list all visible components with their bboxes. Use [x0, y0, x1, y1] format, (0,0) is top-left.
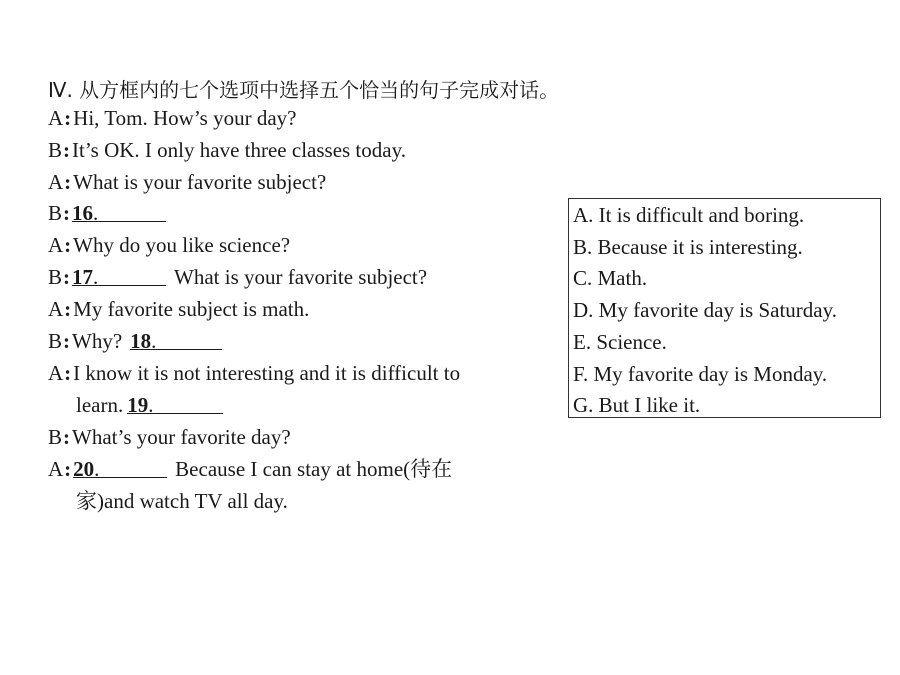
speaker-label: B [48, 138, 63, 162]
dialogue-line-1 [48, 104, 296, 132]
speaker-label: B [48, 329, 63, 353]
blank-number: 16 [72, 201, 94, 225]
line-text: Why do you like science? [73, 233, 291, 257]
speaker-colon: : [64, 361, 72, 385]
option-f: F. My favorite day is Monday. [573, 361, 828, 386]
speaker-label: A [48, 297, 64, 321]
blank-number: 17 [72, 265, 94, 289]
blank-number: 20 [73, 457, 95, 481]
blank-number: 18 [130, 329, 152, 353]
option-e: E. Science. [573, 329, 667, 354]
option-d: D. My favorite day is Saturday. [573, 298, 837, 323]
speaker-colon: : [64, 170, 72, 194]
line-text: 家)and watch TV all day. [76, 489, 288, 513]
speaker-label: A [48, 233, 64, 257]
speaker-colon: : [63, 265, 71, 289]
answer-blank-17[interactable] [72, 263, 166, 289]
speaker-label: B [48, 201, 63, 225]
line-text-after: What is your favorite subject? [174, 265, 428, 289]
speaker-label: A [48, 170, 64, 194]
option-b: B. Because it is interesting. [573, 234, 803, 259]
blank-suffix: . [148, 393, 154, 417]
line-text: What’s your favorite day? [72, 425, 291, 449]
exercise-heading: Ⅳ. 从方框内的七个选项中选择五个恰当的句子完成对话。 [48, 78, 560, 102]
dialogue-line-13 [76, 487, 288, 515]
speaker-label: A [48, 457, 64, 481]
speaker-label: B [48, 425, 63, 449]
line-text-before: Why? [72, 329, 123, 353]
line-text: Hi, Tom. How’s your day? [73, 106, 297, 130]
options-box [568, 198, 881, 418]
speaker-colon: : [63, 329, 71, 353]
speaker-colon: : [64, 457, 72, 481]
line-text: learn. [76, 393, 124, 417]
blank-suffix: . [93, 265, 99, 289]
speaker-label: B [48, 265, 63, 289]
blank-suffix: . [94, 457, 100, 481]
answer-blank-16[interactable] [72, 199, 166, 225]
dialogue-line-7 [48, 295, 309, 323]
speaker-colon: : [63, 138, 71, 162]
line-text: I know it is not interesting and it is difficult to [73, 361, 461, 385]
speaker-label: A [48, 361, 64, 385]
speaker-colon: : [63, 201, 71, 225]
speaker-colon: : [64, 233, 72, 257]
speaker-label: A [48, 106, 64, 130]
speaker-colon: : [64, 106, 72, 130]
dialogue-line-2 [48, 136, 406, 164]
option-g: G. But I like it. [573, 393, 701, 418]
dialogue-line-9 [48, 359, 460, 387]
answer-blank-18[interactable] [130, 327, 222, 353]
speaker-colon: : [64, 297, 72, 321]
answer-blank-20[interactable] [73, 455, 167, 481]
dialogue-line-3 [48, 168, 326, 196]
line-text: It’s OK. I only have three classes today. [72, 138, 406, 162]
blank-number: 19 [127, 393, 149, 417]
blank-suffix: . [151, 329, 157, 353]
dialogue-line-10 [76, 391, 223, 419]
line-text: My favorite subject is math. [73, 297, 310, 321]
dialogue-line-6 [48, 263, 427, 291]
line-text: What is your favorite subject? [73, 170, 327, 194]
line-text-after: Because I can stay at home(待在 [175, 457, 453, 481]
dialogue-line-11 [48, 423, 291, 451]
dialogue-line-4 [48, 199, 166, 227]
dialogue-line-12 [48, 455, 452, 483]
answer-blank-19[interactable] [127, 391, 223, 417]
blank-suffix: . [93, 201, 99, 225]
option-c: C. Math. [573, 266, 648, 291]
dialogue-line-8 [48, 327, 222, 355]
dialogue-line-5 [48, 231, 290, 259]
option-a: A. It is difficult and boring. [573, 203, 805, 227]
speaker-colon: : [63, 425, 71, 449]
